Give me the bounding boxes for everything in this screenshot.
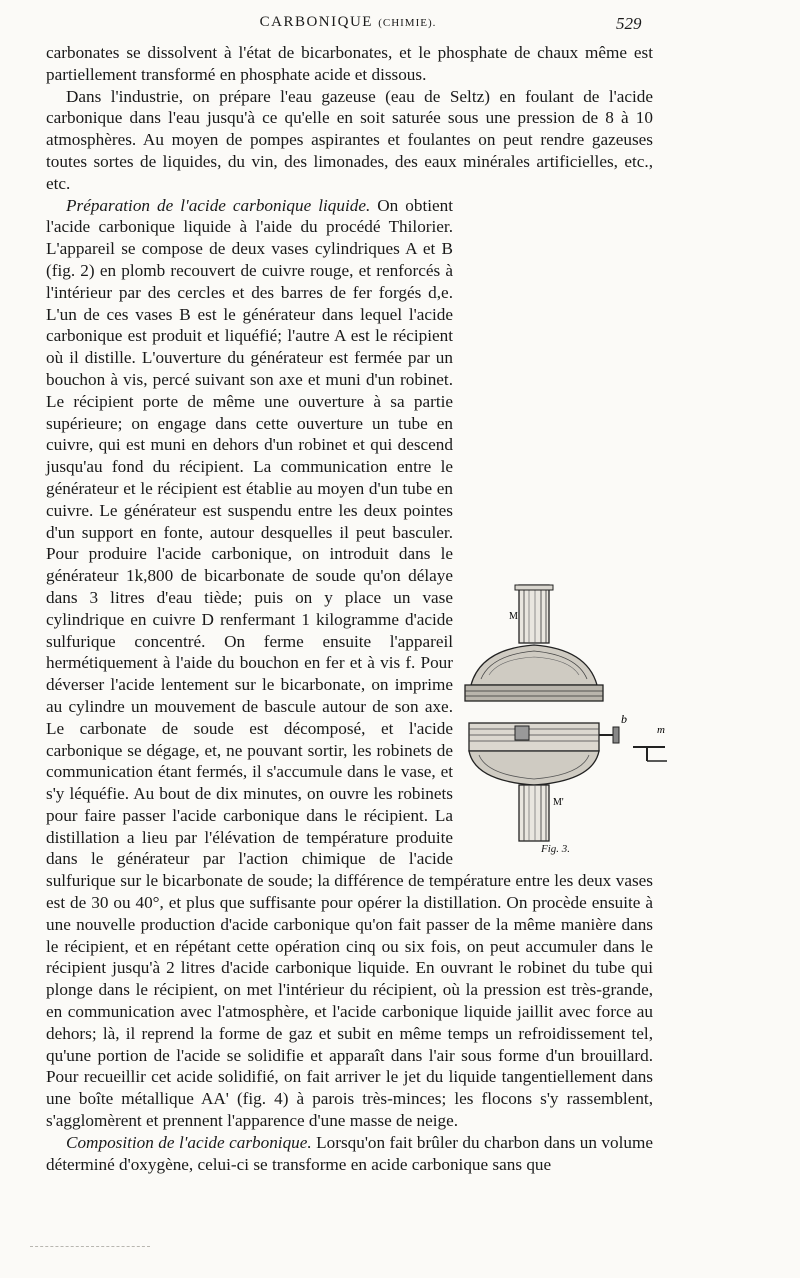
heading-preparation: Préparation de l'acide carbonique liquide. xyxy=(66,195,371,215)
running-header xyxy=(46,14,650,40)
paragraph-continuation: carbonates se dissolvent à l'état de bicarbonates, et le phosphate de chaux même est partiellement transformé en phosphate acide et dissous. xyxy=(46,43,653,84)
figure-apparatus xyxy=(461,583,673,853)
apparatus-illustration xyxy=(461,583,673,853)
running-title-sub: (CHIMIE). xyxy=(378,17,437,29)
paragraph-eau-gazeuse: Dans l'industrie, on prépare l'eau gazeuse (eau de Seltz) en foulant de l'acide carbonique dans l'eau jusqu'à ce qu'elle en soit saturée sous une pression de 8 à 10 atmosphères. Au moyen de pompes aspirantes et foulantes on peut rendre gazeuses toutes sortes de liquides, du vin, des limonades, des eaux minérales artificielles, etc., etc. xyxy=(46,86,653,193)
figure-caption: Fig. 3. xyxy=(541,842,571,855)
paragraph-composition-body: Lorsqu'on fait brûler du charbon dans un volume déterminé d'oxygène, celui-ci se transforme en acide carbonique sans que xyxy=(46,1132,653,1174)
paragraph-composition xyxy=(46,1132,653,1176)
label-m-tap: m xyxy=(657,723,665,736)
running-title xyxy=(46,14,650,31)
label-m: M xyxy=(509,610,518,622)
running-title-main: CARBONIQUE xyxy=(259,14,373,30)
label-m-prime: M' xyxy=(553,796,564,808)
heading-composition: Composition de l'acide carbonique. xyxy=(66,1132,312,1152)
body-text xyxy=(46,42,665,1175)
paragraph-preparation-body: On obtient l'acide carbonique liquide à l'aide du procédé Thilorier. L'appareil se compose de deux vases cylindriques A et B (fig. 2) en plomb recouvert de cuivre rouge, et renforcés à l'intérieur par des cercles et des barres de fer forgés d,e. L'un de ces vases B est le générateur dans lequel l'acide carbonique est produit et liquéfié; l'autre A est le récipient où il distille. L'ouverture du générateur est fermée par un bouchon à vis, percé suivant son axe et muni d'un robinet. Le récipient porte de même une ouverture à sa partie supérieure; on engage dans cette ouverture un tube en cuivre, qui est muni en dehors d'un robinet et qui descend jusqu'au fond du récipient. La communication entre le générateur et le récipient est établie au moyen d'un tube en cuivre. Le générateur est suspendu entre les deux pointes d'un support en fonte, autour desquelles il peut basculer. Pour produire l'acide carbonique, on introduit dans le générateur 1k,800 de bicarbonate de soude qu'on délaye dans 3 litres d'eau tiède; puis on y place un vase cylindrique en cuivre D renfermant 1 kilogramme d'acide sulfurique concentré. On ferme ensuite l'appareil hermétiquement à l'aide du bouchon en fer et à vis f. Pour déverser l'acide lentement sur le bicarbonate, on imprime au cylindre un mouvement de bascule autour de son axe. Le carbonate de soude est décomposé, et l'acide carbonique se dégage, et, ne pouvant sortir, les robinets de communication étant fermés, il s'accumule dans le vase, et s'y léquéfie. Au bout de dix minutes, on ouvre les robinets pour faire passer l'acide carbonique dans le récipient. La distillation a lieu par l'élévation de température produite dans le générateur par l'action chimique de l'acide sulfurique sur le bicarbonate de soude; la différence de température entre les deux vases est de 30 ou 40°, et plus que suffisante pour opérer la distillation. On procède ensuite à une nouvelle production d'acide carbonique qu'on fait passer de la même manière dans le récipient, et en répétant cette opération cinq ou six fois, on peut accumuler dans le récipient jusqu'à 2 litres d'acide carbonique liquide. En ouvrant le robinet du tube qui plonge dans le récipient, on met l'intérieur du récipient, où la pression est très-grande, en communication avec l'atmosphère, et l'acide carbonique liquide jaillit avec force au dehors; là, il reprend la forme de gaz et subit en même temps un refroidissement tel, qu'une portion de l'acide se solidifie et apparaît dans l'air sous forme d'un brouillard. Pour recueillir cet acide solidifié, on fait arriver le jet du liquide tangentiellement dans une boîte métallique AA' (fig. 4) à parois très-minces; les flocons s'y rassemblent, s'agglomèrent et prennent l'apparence d'une masse de neige. xyxy=(46,195,653,1131)
page-smudge xyxy=(30,1246,150,1248)
page-number: 529 xyxy=(616,14,642,33)
label-b: b xyxy=(621,711,627,726)
